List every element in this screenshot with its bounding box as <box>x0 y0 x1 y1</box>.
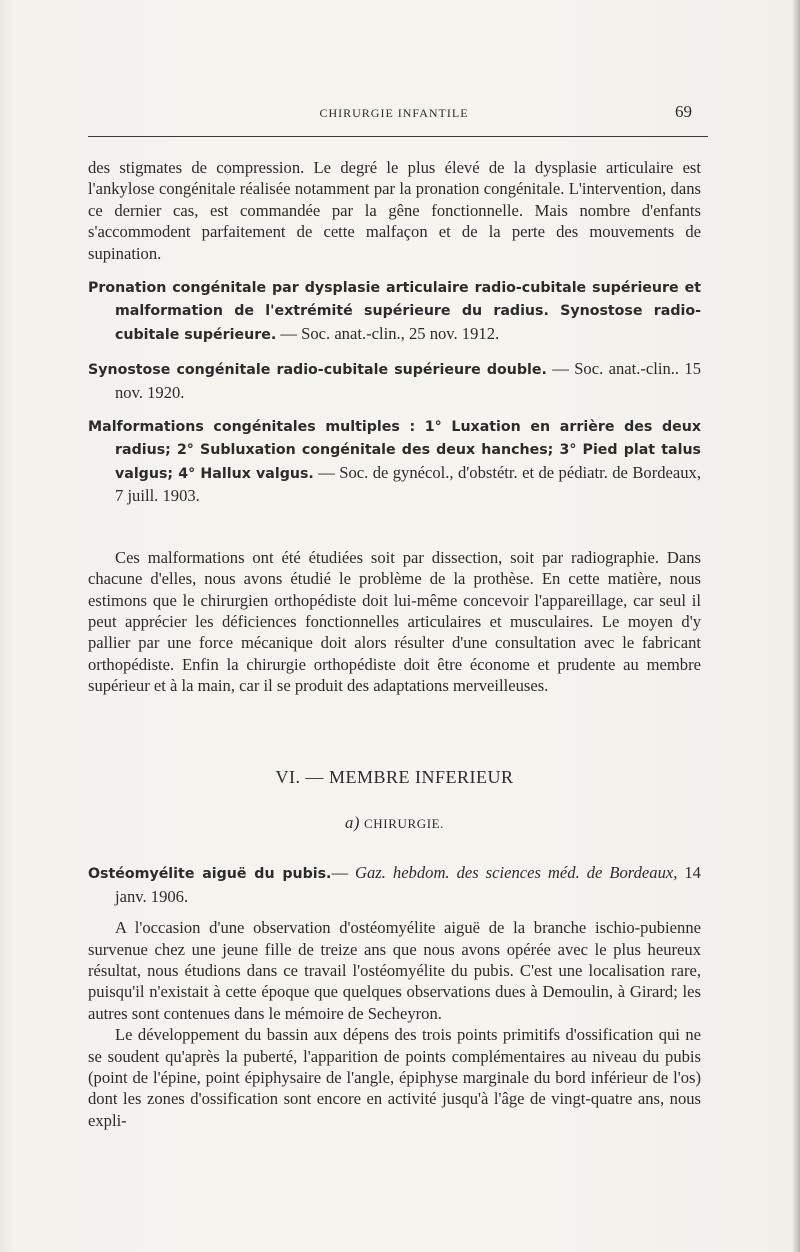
reference-malformations <box>88 415 701 507</box>
reference-title: Synostose congénitale radio-cubitale supérieure double. <box>88 362 547 379</box>
main-text <box>88 157 701 1131</box>
paragraph-prosthesis: Ces malformations ont été étudiées soit par dissection, soit par radiographie. Dans chacune d'elles, nous avons étudié le problème de la prothèse. En cette matière, nous estimons que le chirurgien orthopédiste doit lui-même concevoir l'appareillage, car seul il peut apprécier les déficiences fonctionnelles articulaires et musculaires. Le moyen d'y pallier par une force mécanique doit alors résulter d'une consultation avec le fabricant orthopédiste. Enfin la chirurgie orthopédiste doit être économe et prudente au membre supérieur et à la main, car il se produit des adaptations merveilleuses. <box>88 547 701 696</box>
section-title: VI. — MEMBRE INFERIEUR <box>275 766 514 787</box>
reference-dash: — <box>331 863 356 883</box>
header-rule <box>88 136 708 137</box>
reference-title: Malformations congénitales multiples : 1° Luxation en arrière des deux radius; 2° Subluxation congénitale des deux hanches; 3° Pied plat talus valgus; 4° Hallux valgus. <box>88 419 701 482</box>
running-head <box>88 100 700 128</box>
page-edge-shadow <box>792 0 800 1252</box>
subsection-title <box>88 812 701 834</box>
paragraph-observation: A l'occasion d'une observation d'ostéomyélite aiguë de la branche ischio-pubienne survenue chez une jeune fille de treize ans que nous avons opérée avec le plus heureux résultat, nous étudions dans ce travail l'ostéomyélite du pubis. C'est une localisation rare, puisqu'il n'existait à cette époque que quelques observations dues à Demoulin, à Girard; les autres sont contenues dans le mémoire de Secheyron. <box>88 918 701 1023</box>
reference-source: — Soc. anat.-clin.. 15 nov. 1920. <box>115 359 702 402</box>
paragraph-development: Le développement du bassin aux dépens des trois points primitifs d'ossification qui ne se soudent qu'après la puberté, l'apparition de points complémentaires au niveau du pubis (point de l'épine, point épiphysaire de l'angle, épiphyse marginale du bord inférieur de l'os) dont les zones d'ossification sont encore en activité jusqu'à l'âge de vingt-quatre ans, nous expli- <box>88 1025 701 1130</box>
reference-source: — Soc. anat.-clin., 25 nov. 1912. <box>276 323 500 343</box>
reference-source: — Soc. de gynécol., d'obstétr. et de pédiatr. de Bordeaux, 7 juill. 1903. <box>115 462 701 506</box>
reference-title: Ostéomyélite aiguë du pubis. <box>88 866 332 883</box>
page-number: 69 <box>675 102 692 121</box>
subsection-label: a) <box>344 812 360 832</box>
reference-pronation <box>88 276 701 346</box>
reference-synostose <box>88 358 701 403</box>
reference-osteomyelitis <box>88 862 701 907</box>
paragraph-dysplasia: des stigmates de compression. Le degré le plus élevé de la dysplasie articulaire est l'ankylose congénitale réalisée notamment par la pronation congénitale. L'intervention, dans ce dernier cas, est commandée par la gêne fonctionnelle. Mais nombre d'enfants s'accommodent parfaitement de cette malfaçon et de la perte des mouvements de supination. <box>88 158 701 263</box>
running-title: CHIRURGIE INFANTILE <box>319 106 469 120</box>
reference-date: 14 janv. 1906. <box>115 863 701 906</box>
reference-title: Pronation congénitale par dysplasie articulaire radio-cubitale supérieure et malformation de l'extrémité supérieure du radius. Synostose radio-cubitale supérieure. <box>88 280 701 343</box>
reference-journal: Gaz. hebdom. des sciences méd. de Bordeaux, <box>355 863 678 883</box>
subsection-text: CHIRURGIE. <box>364 815 445 831</box>
